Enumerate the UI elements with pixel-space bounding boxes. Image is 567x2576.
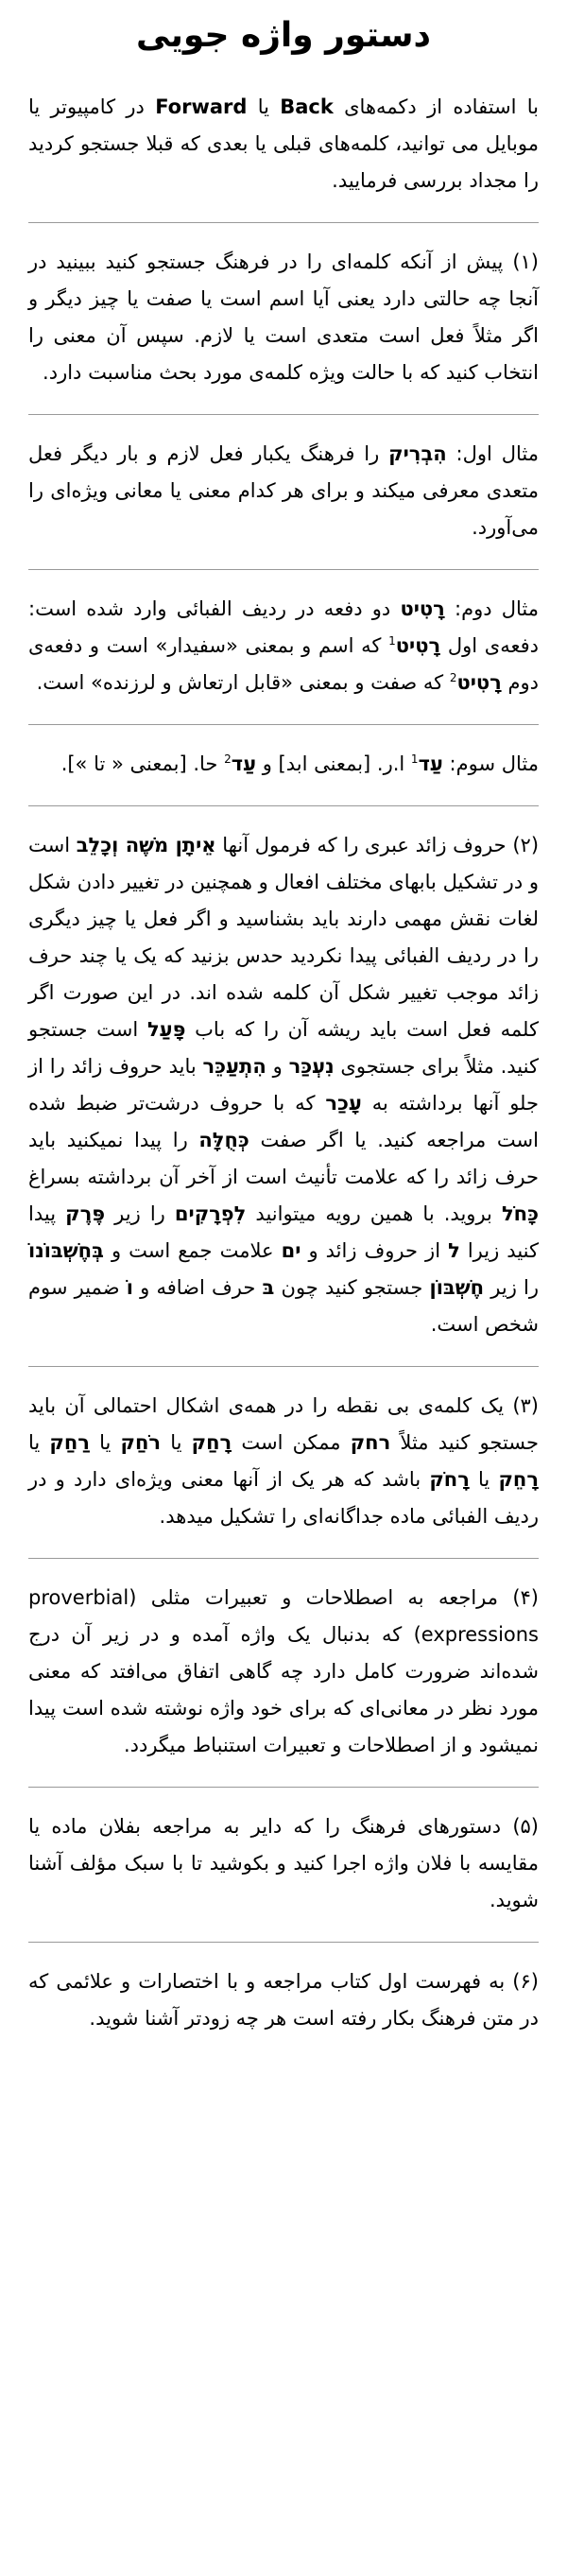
divider <box>28 1366 539 1367</box>
hebrew-word: וֹ <box>126 1276 133 1299</box>
s2-text: را زیر <box>484 1276 539 1299</box>
hebrew-word: רחק <box>350 1431 391 1454</box>
s2-text: است جستجو کنید. مثلاً برای جستجوی <box>28 1018 539 1078</box>
hebrew-word: נִעְכַּר <box>288 1055 335 1078</box>
example-3-text: حا. [بمعنی « تا »]. <box>60 752 225 775</box>
page-title: دستور واژه جویی <box>135 16 432 55</box>
s2-text: پیدا کنید زیرا <box>28 1202 539 1262</box>
section-6: (۶) به فهرست اول کتاب مراجعه و با اختصارات و علائمی که در متن فرهنگ بکار رفته است هر چه زودتر آشنا شوید. <box>28 1970 539 2030</box>
divider <box>28 569 539 570</box>
s2-text: باید حروف زائد را از جلو آنها برداشته به <box>28 1055 539 1115</box>
hebrew-word: לִפְרָקִים <box>174 1202 247 1225</box>
hebrew-word: בְּחֶשְׁבּוֹנוֹ <box>28 1239 104 1262</box>
intro-paragraph <box>28 89 539 199</box>
hebrew-word: רָטִיט <box>400 597 445 620</box>
divider <box>28 805 539 806</box>
example-3-label: مثال سوم: <box>442 752 539 775</box>
back-term: Back <box>280 95 334 118</box>
s2-text: که با حروف درشت‌تر ضبط شده است مراجعه کنید. یا اگر صفت <box>28 1092 539 1151</box>
example-3-text: ا.ر. [بمعنی ابد] و <box>256 752 411 775</box>
example-1-label: مثال اول: <box>446 442 539 465</box>
superscript-number: 1 <box>410 752 419 766</box>
forward-term: Forward <box>155 95 248 118</box>
s3-text: یا <box>161 1431 192 1454</box>
s2-text: حرف اضافه و <box>132 1276 263 1299</box>
divider <box>28 724 539 725</box>
hebrew-word: רֹחַק <box>120 1431 162 1454</box>
example-2-text: که اسم و بمعنی «سفیدار» است و دفعه‌ی دوم <box>28 634 539 694</box>
hebrew-word: רָטִיט <box>395 634 441 657</box>
s2-text: را پیدا نمیکنید باید حرف زائد را که علامت تأنیث است از آخر آن برداشته بسراغ <box>28 1129 539 1188</box>
s2-text: است و در تشکیل بابهای مختلف افعال و همچنین در تغییر دادن شکل لغات نقش مهمی دارند باید بشناسید و اگر فعل یا چیز دیگری را در ردیف الفبائی پیدا نکردید حدس بزنید که یک یا چند حرف زائد موجب تغییر شکل آن کلمه شده اند. در این صورت اگر کلمه فعل است باید ریشه آن را که باب <box>28 834 539 1041</box>
divider <box>28 1787 539 1788</box>
example-1 <box>28 436 539 546</box>
section-4: (۴) مراجعه به اصطلاحات و تعبیرات مثلی (proverbial expressions) که بدنبال یک واژه آمده و در زیر آن درج شده‌اند ضرورت کامل دارد چه گاهی اتفاق می‌افتد که معنی مورد نظر در معانی‌ای که برای خود واژه نوشته شده است پیدا نمیشود و از اصطلاحات و تعبیرات استنباط میگردد. <box>28 1586 539 1756</box>
example-2-label: مثال دوم: <box>444 597 539 620</box>
s2-text: ضمیر سوم شخص است. <box>28 1276 539 1336</box>
hebrew-word: רַחַק <box>49 1431 90 1454</box>
hebrew-word: פֶּרֶק <box>65 1202 106 1225</box>
s2-text: و <box>266 1055 289 1078</box>
section-5: (۵) دستورهای فرهنگ را که دایر به مراجعه بفلان ماده یا مقایسه با فلان واژه اجرا کنید و بکوشید تا با سبک مؤلف آشنا شوید. <box>28 1815 539 1911</box>
s3-text: باشد که هر یک از آنها معنی ویژه‌ای دارد و در ردیف الفبائی ماده جداگانه‌ای را تشکیل میدهد. <box>28 1468 539 1528</box>
superscript-number: 2 <box>449 671 457 684</box>
section-3 <box>28 1388 539 1535</box>
section-2 <box>28 827 539 1343</box>
hebrew-formula: אֵיתָן מֹשֶׁה וְכָלֵב <box>76 834 216 856</box>
hebrew-word: רָחֵק <box>498 1468 539 1491</box>
hebrew-word: הִתְעַכֵּר <box>202 1055 266 1078</box>
hebrew-word: הִבְרִיק <box>388 442 447 465</box>
s2-text: را زیر <box>105 1202 175 1225</box>
superscript-number: 1 <box>388 634 396 648</box>
hebrew-word: חֶשְׁבּוֹן <box>429 1276 485 1299</box>
divider <box>28 414 539 415</box>
example-2-text: دو دفعه در ردیف الفبائی وارد شده است: دفعه‌ی اول <box>28 597 539 657</box>
s3-text: ممکن است <box>232 1431 351 1454</box>
hebrew-word: כָּחֹל <box>501 1202 539 1225</box>
example-2-text: که صفت و بمعنی «قابل ارتعاش و لرزنده» است. <box>36 671 450 694</box>
hebrew-word: רָטִיט <box>456 671 502 694</box>
hebrew-word: רָחַק <box>191 1431 232 1454</box>
divider <box>28 222 539 223</box>
hebrew-word: בּ <box>262 1276 275 1299</box>
intro-text-1: با استفاده از دکمه‌های <box>333 95 539 118</box>
s2-text: (۲) حروف زائد عبری را که فرمول آنها <box>215 834 540 856</box>
s3-text: یا <box>89 1431 121 1454</box>
intro-text-2: یا <box>247 95 281 118</box>
s3-text: (۳) یک کلمه‌ی بی نقطه را در همه‌ی اشکال احتمالی آن باید جستجو کنید مثلاً <box>28 1394 540 1454</box>
hebrew-word: ים <box>281 1239 301 1262</box>
hebrew-word: ל <box>448 1239 460 1262</box>
s3-text: یا <box>469 1468 499 1491</box>
divider <box>28 1558 539 1559</box>
example-3 <box>28 746 539 783</box>
s2-text: بروید. با همین رویه میتوانید <box>246 1202 502 1225</box>
hebrew-word: עַד <box>418 752 443 775</box>
hebrew-word: כְּחֻלָּה <box>198 1129 249 1151</box>
hebrew-word: עַד <box>231 752 257 775</box>
divider <box>28 1942 539 1943</box>
intro-text-3: در کامپیوتر یا موبایل می توانید، کلمه‌های قبلی یا بعدی که قبلا جستجو کردید را مجداد بررسی فرمایید. <box>28 95 539 192</box>
s2-text: از حروف زائد و <box>301 1239 449 1262</box>
hebrew-word: פָּעַל <box>146 1018 186 1041</box>
section-1: (۱) پیش از آنکه کلمه‌ای را در فرهنگ جستجو کنید ببینید در آنجا چه حالتی دارد یعنی آیا اسم است یا صفت یا چیز دیگر و اگر مثلاً فعل است متعدی است یا لازم. سپس آن معنی را انتخاب کنید که با حالت ویژه کلمه‌ی مورد بحث مناسبت دارد. <box>28 251 539 384</box>
hebrew-word: רָחֹק <box>429 1468 470 1491</box>
example-1-text: را فرهنگ یکبار فعل لازم و بار دیگر فعل متعدی معرفی میکند و برای هر کدام معنی یا معانی ویژه‌ای را می‌آورد. <box>28 442 539 539</box>
hebrew-word: עָכַר <box>325 1092 362 1115</box>
s2-text: جستجو کنید چون <box>274 1276 430 1299</box>
s2-text: علامت جمع است و <box>103 1239 282 1262</box>
example-2 <box>28 591 539 701</box>
s3-text: یا <box>28 1431 50 1454</box>
superscript-number: 2 <box>224 752 232 766</box>
